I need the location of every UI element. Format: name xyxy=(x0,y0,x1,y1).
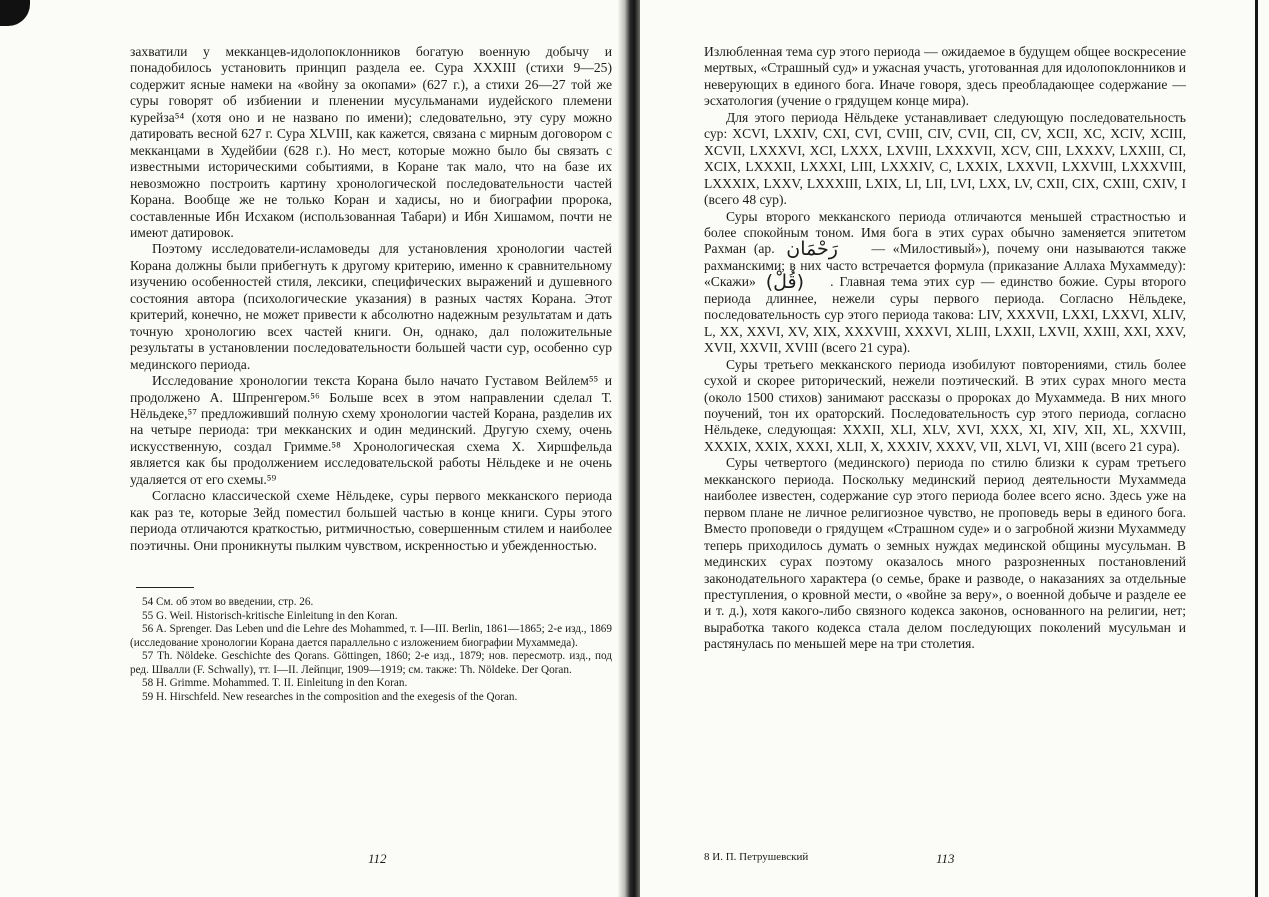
paragraph: захватили у мекканцев-идолопоклонников богатую военную добычу и понадобилось установить принцип раздела ее. Сура XXXIII (стихи 9—25) содержит ясные намеки на «войну за окопами» (627 г.), а стихи 26—27 той же суры говорят об избиении и пленении мусульманами иудейского племени курейза⁵⁴ (хотя оно и не названо по имени); следовательно, эту суру можно датировать весной 627 г. Сура XLVIII, как кажется, связана с мирным договором с мекканцами в Худейбии (628 г.). Но мест, которые можно было бы связать с известными историческими событиями, в Коране так мало, что на базе их невозможно построить картину хронологической последовательности частей Корана. Вообще же не только Коран и хадисы, но и биографии пророка, составленные Ибн Исхаком (использованная Табари) и Ибн Хишамом, почти не имеют датировок. xyxy=(130,44,612,240)
arabic-word-rahman: رَحْمَان xyxy=(786,238,838,261)
text-run: . Главная тема этих сур — единство божие. Суры второго периода длиннее, нежели суры первого периода. Согласно Нёльдеке, последовательность сур этого периода такова: LIV, XXXVII, LXXI, LXXVI, XLIV, L, XX, XXVI, XV, XIX, XXXVIII, XXXVI, XLIII, LXXII, LXVII, XXIII, XXI, XXV, XVII, XXVII, XVIII (всего 21 сура). xyxy=(704,274,1186,356)
paragraph: Исследование хронологии текста Корана было начато Густавом Вейлем⁵⁵ и продолжено А. Шпренгером.⁵⁶ Больше всех в этом направлении сделал Т. Нёльдеке,⁵⁷ предложивший полную схему хронологии частей Корана, разделив их на четыре периода: три мекканских и один мединский. Другую схему, очень искусственную, создал Гримме.⁵⁸ Хронологическая схема Х. Хиршфельда является как бы продолжением исследовательской работы Нёльдеке и не очень удаляется от его схемы.⁵⁹ xyxy=(130,373,612,487)
text-run: — «Милостивый»), почему они называются также рахманскими; в них часто встречается формула (приказание Аллаха Мухаммеду): «Скажи» xyxy=(704,241,1186,290)
paragraph: Для этого периода Нёльдеке устанавливает следующую последовательность сур: XCVI, LXXIV, CXI, CVI, CVIII, CIV, CVII, CII, CV, XCII, XC, XCIV, XCIII, XCVII, LXXXVI, XCI, LXXX, LXVIII, LXXXVII, XCV, CIII, LXXXV, LXXIII, CI, XCIX, LXXXII, LXXXI, LIII, LXXXIV, C, LXXIX, LXXVII, LXXVIII, LXXXVIII, LXXXIX, LXXV, LXXXIII, LXIX, LI, LII, LVI, LXX, LV, CXII, CIX, CXIII, CXIV, I (всего 48 сур). xyxy=(704,109,1186,208)
paragraph: Излюбленная тема сур этого периода — ожидаемое в будущем общее воскресение мертвых, «Страшный суд» и ужасная участь, уготованная для идолопоклонников и неверующих в единого бога. Иначе говоря, здесь преобладающее содержание — эсхатология (учение о грядущем конце мира). xyxy=(704,44,1186,109)
footnote: 58 H. Grimme. Mohammed. T. II. Einleitung in den Koran. xyxy=(142,677,408,690)
footnote: 57 Th. Nöldeke. Geschichte des Qorans. Göttingen, 1860; 2-е изд., 1879; нов. пересмотр. изд., под ред. Швалли (F. Schwally), тт. I—II. Лейпциг, 1909—1919; см. также: Th. Nöldeke. Der Qoran. xyxy=(130,650,612,676)
arabic-word-qul-text: قُلْ xyxy=(773,271,797,294)
paragraph xyxy=(704,209,1186,357)
paragraph: Суры третьего мекканского периода изобилуют повторениями, стиль более сухой и скорее риторический, нежели поэтический. В этих сурах много места (около 1500 стихов) занимают рассказы о пророках до Мухаммеда. В них много поучений, тон их ораторский. Последовательность сур этого периода, согласно Нёльдеке, следующая: XXXII, XLI, XLV, XVI, XXX, XI, XIV, XII, XL, XXVIII, XXXIX, XXIX, XXXI, XLII, X, XXXIV, XXXV, VII, XLVI, VI, XIII (всего 21 сура). xyxy=(704,356,1186,454)
page-number-right: 113 xyxy=(936,851,955,866)
scan-edge-right xyxy=(1255,0,1258,897)
book-gutter xyxy=(618,0,640,897)
printer-signature: 8 И. П. Петрушевский xyxy=(704,851,809,863)
footnote-divider xyxy=(136,587,194,588)
footnote: 55 G. Weil. Historisch-kritische Einleitung in den Koran. xyxy=(142,609,398,622)
left-page-body xyxy=(130,44,612,554)
paragraph: Поэтому исследователи-исламоведы для установления хронологии частей Корана должны были прибегнуть к другому критерию, именно к сравнительному изучению особенностей стиля, лексики, специфических выражений и душевного состояния автора (психологические указания) в разных частях Корана. Этот критерий, конечно, не может привести к абсолютно надежным результатам и дать точную хронологию всех частей книги. Он, однако, дал положительные результаты в установлении последовательности большей части сур, особенно сур мединского периода. xyxy=(130,241,612,372)
right-page xyxy=(704,44,1186,653)
footnote: 59 H. Hirschfeld. New researches in the composition and the exegesis of the Qoran. xyxy=(142,690,518,703)
paragraph: Суры четвертого (мединского) периода по стилю близки к сурам третьего мекканского периода. Поскольку мединский период деятельности Мухаммеда наиболее известен, содержание сур этого периода более всего ясно. Здесь уже на первом плане не личное религиозное чувство, не проповедь веры в единого бога. Вместо проповеди о грядущем «Страшном суде» и о загробной жизни Мухаммеду теперь приходилось думать о земных нуждах мединской общины мусульман. В мединских сурах поэтому оказалось много разрозненных постановлений законодательного характера (о семье, браке и разводе, о наказаниях за отдельные преступления, о кровной мести, о «войне за веру», о военной добыче и разделе ее и т. д.), хотя какого-либо связного кодекса законов, основанного на религии, нет; выработка такого кодекса стала делом последующих поколений мусульман и растянулась по меньшей мере на три столетия. xyxy=(704,455,1186,652)
paragraph: Согласно классической схеме Нёльдеке, суры первого мекканского периода как раз те, которые Зейд поместил большей частью в конце книги. Суры этого периода отличаются краткостью, ритмичностью, совершенным стилем и наиболее поэтичны. Они проникнуты пылким чувством, искренностью и убежденностью. xyxy=(130,488,612,553)
right-page-body xyxy=(704,44,1186,653)
text-run: Суры второго мекканского периода отличаются меньшей страстностью и более спокойным тоном. Имя бога в этих сурах обычно заменяется эпитетом Рахман (ар. xyxy=(704,208,1186,257)
left-page xyxy=(130,44,612,704)
scan-edge-left xyxy=(0,0,30,26)
page-number-left: 112 xyxy=(368,851,387,866)
footnote: 56 A. Sprenger. Das Leben und die Lehre des Mohammed, т. I—III. Berlin, 1861—1865; 2-е изд., 1869 (исследование хронологии Корана дается параллельно с изложением биографии Мухаммеда). xyxy=(130,623,612,649)
footnote: 54 См. об этом во введении, стр. 26. xyxy=(142,596,314,609)
footnotes xyxy=(130,596,612,704)
arabic-word-qul: (قُلْ) xyxy=(765,271,805,294)
